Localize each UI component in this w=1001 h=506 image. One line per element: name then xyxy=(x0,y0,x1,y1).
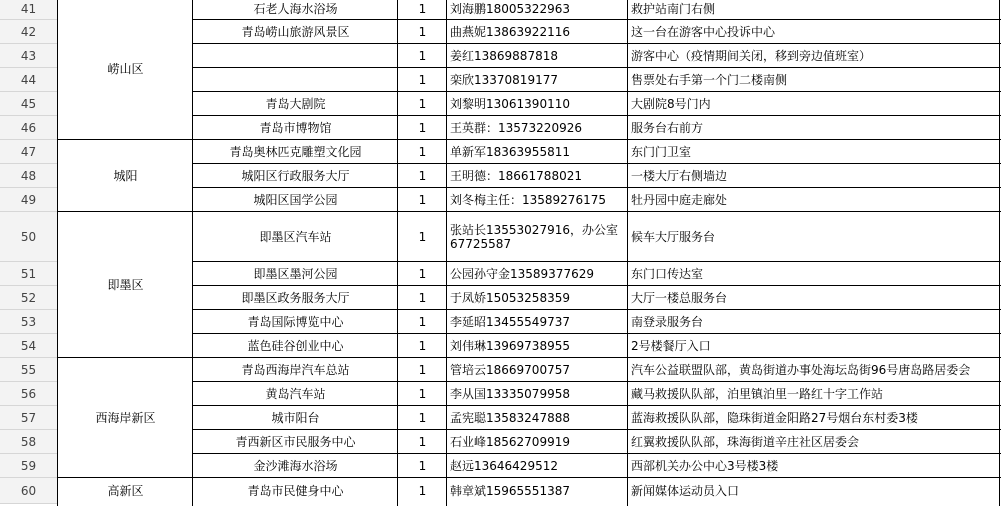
row-header[interactable]: 44 xyxy=(0,68,58,92)
venue-cell[interactable]: 青岛西海岸汽车总站 xyxy=(241,363,350,377)
row-header[interactable]: 60 xyxy=(0,478,58,504)
column-border xyxy=(192,0,193,506)
row-header[interactable]: 46 xyxy=(0,116,58,140)
count-cell[interactable]: 1 xyxy=(418,169,427,183)
column-border xyxy=(446,0,447,506)
venue-cell[interactable]: 即墨区政务服务大厅 xyxy=(241,291,350,305)
count-cell[interactable]: 1 xyxy=(418,411,427,425)
row-header[interactable]: 41 xyxy=(0,0,58,20)
row-header[interactable]: 45 xyxy=(0,92,58,116)
row-border xyxy=(192,115,1001,116)
venue-cell[interactable]: 青西新区市民服务中心 xyxy=(235,435,356,449)
location-cell[interactable]: 藏马救援队队部，泊里镇泊里一路红十字工作站 xyxy=(631,387,884,401)
venue-cell[interactable]: 黄岛汽车站 xyxy=(265,387,326,401)
district-cell[interactable]: 西海岸新区 xyxy=(95,411,156,425)
row-border xyxy=(192,91,1001,92)
row-border xyxy=(192,163,1001,164)
contact-cell[interactable]: 王明德：18661788021 xyxy=(450,169,582,183)
location-cell[interactable]: 东门口传达室 xyxy=(631,267,704,281)
location-cell[interactable]: 候车大厅服务台 xyxy=(631,230,716,244)
row-header[interactable]: 42 xyxy=(0,20,58,44)
location-cell[interactable]: 服务台右前方 xyxy=(631,121,704,135)
venue-cell[interactable]: 青岛大剧院 xyxy=(265,97,326,111)
row-header[interactable]: 48 xyxy=(0,164,58,188)
row-border xyxy=(192,453,1001,454)
location-cell[interactable]: 大厅一楼总服务台 xyxy=(631,291,728,305)
venue-cell[interactable]: 青岛国际博览中心 xyxy=(247,315,344,329)
location-cell[interactable]: 一楼大厅右侧墙边 xyxy=(631,169,728,183)
venue-cell[interactable]: 青岛奥林匹克雕塑文化园 xyxy=(229,145,362,159)
row-border xyxy=(192,405,1001,406)
count-cell[interactable]: 1 xyxy=(418,121,427,135)
contact-cell[interactable]: 管培云18669700757 xyxy=(450,363,570,377)
count-cell[interactable]: 1 xyxy=(418,2,427,16)
count-cell[interactable]: 1 xyxy=(418,484,427,498)
venue-cell[interactable]: 青岛市博物馆 xyxy=(259,121,332,135)
location-cell[interactable]: 南登录服务台 xyxy=(631,315,704,329)
district-cell[interactable]: 城阳 xyxy=(113,169,138,183)
row-header[interactable]: 51 xyxy=(0,262,58,286)
count-cell[interactable]: 1 xyxy=(418,387,427,401)
contact-cell[interactable]: 韩章斌15965551387 xyxy=(450,484,570,498)
contact-cell[interactable]: 曲燕妮13863922116 xyxy=(450,25,570,39)
row-header[interactable]: 56 xyxy=(0,382,58,406)
row-border xyxy=(57,477,1001,478)
venue-cell[interactable]: 金沙滩海水浴场 xyxy=(253,459,338,473)
contact-cell[interactable]: 李延昭13455549737 xyxy=(450,315,570,329)
count-cell[interactable]: 1 xyxy=(418,230,427,244)
contact-cell[interactable]: 栾欣13370819177 xyxy=(450,73,558,87)
row-border xyxy=(192,309,1001,310)
row-header[interactable]: 55 xyxy=(0,358,58,382)
count-cell[interactable]: 1 xyxy=(418,73,427,87)
contact-cell[interactable]: 赵远13646429512 xyxy=(450,459,558,473)
column-border xyxy=(397,0,398,506)
count-cell[interactable]: 1 xyxy=(418,25,427,39)
count-cell[interactable]: 1 xyxy=(418,459,427,473)
location-cell[interactable]: 蓝海救援队队部，隐珠街道金阳路27号烟台东村委3楼 xyxy=(631,411,918,425)
location-cell[interactable]: 这一台在游客中心投诉中心 xyxy=(631,25,776,39)
contact-cell[interactable]: 孟宪聪13583247888 xyxy=(450,411,570,425)
count-cell[interactable]: 1 xyxy=(418,435,427,449)
contact-cell[interactable]: 李从国13335079958 xyxy=(450,387,570,401)
contact-cell[interactable]: 公园孙守金13589377629 xyxy=(450,267,594,281)
row-border xyxy=(192,381,1001,382)
contact-cell[interactable]: 刘黎明13061390110 xyxy=(450,97,570,111)
venue-cell[interactable] xyxy=(193,68,398,92)
venue-cell[interactable]: 青岛市民健身中心 xyxy=(247,484,344,498)
contact-cell[interactable]: 刘冬梅主任：13589276175 xyxy=(450,193,606,207)
district-cell[interactable]: 高新区 xyxy=(107,484,144,498)
venue-cell[interactable]: 蓝色硅谷创业中心 xyxy=(247,339,344,353)
location-cell[interactable]: 大剧院8号门内 xyxy=(631,97,711,111)
column-border xyxy=(57,0,58,506)
row-header[interactable]: 49 xyxy=(0,188,58,212)
count-cell[interactable]: 1 xyxy=(418,97,427,111)
count-cell[interactable]: 1 xyxy=(418,49,427,63)
contact-cell[interactable]: 姜红13869887818 xyxy=(450,49,558,63)
row-border xyxy=(192,333,1001,334)
count-cell[interactable]: 1 xyxy=(418,291,427,305)
contact-cell[interactable]: 张站长13553027916，办公室67725587 xyxy=(450,223,618,251)
row-border xyxy=(57,357,1001,358)
venue-cell[interactable] xyxy=(193,44,398,68)
count-cell[interactable]: 1 xyxy=(418,363,427,377)
row-header[interactable]: 54 xyxy=(0,334,58,358)
location-cell[interactable]: 2号楼餐厅入口 xyxy=(631,339,711,353)
venue-cell[interactable]: 城阳区行政服务大厅 xyxy=(241,169,350,183)
row-header[interactable]: 53 xyxy=(0,310,58,334)
location-cell[interactable]: 红翼救援队队部，珠海街道辛庄社区居委会 xyxy=(631,435,860,449)
location-cell[interactable]: 汽车公益联盟队部，黄岛街道办事处海坛岛街96号唐岛路居委会 xyxy=(631,363,971,377)
contact-cell[interactable]: 石业峰18562709919 xyxy=(450,435,570,449)
venue-cell[interactable]: 石老人海水浴场 xyxy=(253,2,338,16)
row-header[interactable]: 47 xyxy=(0,140,58,164)
location-cell[interactable]: 新闻媒体运动员入口 xyxy=(631,484,740,498)
location-cell[interactable]: 东门门卫室 xyxy=(631,145,692,159)
venue-cell[interactable]: 青岛崂山旅游风景区 xyxy=(241,25,350,39)
row-header[interactable]: 43 xyxy=(0,44,58,68)
location-cell[interactable]: 游客中心（疫情期间关闭，移到旁边值班室） xyxy=(631,49,872,63)
count-cell[interactable]: 1 xyxy=(418,193,427,207)
row-border xyxy=(57,139,1001,140)
district-cell[interactable]: 即墨区 xyxy=(107,278,144,292)
row-border xyxy=(192,261,1001,262)
column-border xyxy=(999,0,1000,506)
row-border xyxy=(192,19,1001,20)
venue-cell[interactable]: 城阳区国学公园 xyxy=(253,193,338,207)
row-header[interactable]: 58 xyxy=(0,430,58,454)
row-border xyxy=(192,43,1001,44)
contact-cell[interactable]: 于凤娇15053258359 xyxy=(450,291,570,305)
row-border xyxy=(192,429,1001,430)
contact-cell[interactable]: 单新军18363955811 xyxy=(450,145,570,159)
location-cell[interactable]: 售票处右手第一个门二楼南侧 xyxy=(631,73,788,87)
column-border xyxy=(627,0,628,506)
location-cell[interactable]: 救护站南门右侧 xyxy=(631,2,716,16)
count-cell[interactable]: 1 xyxy=(418,315,427,329)
contact-cell[interactable]: 王英群：13573220926 xyxy=(450,121,582,135)
row-header[interactable]: 52 xyxy=(0,286,58,310)
venue-cell[interactable]: 即墨区墨河公园 xyxy=(253,267,338,281)
contact-cell[interactable]: 刘海鹏18005322963 xyxy=(450,2,570,16)
venue-cell[interactable]: 城市阳台 xyxy=(271,411,320,425)
row-border xyxy=(192,285,1001,286)
row-header[interactable]: 57 xyxy=(0,406,58,430)
contact-cell[interactable]: 刘伟琳13969738955 xyxy=(450,339,570,353)
row-header[interactable]: 50 xyxy=(0,212,58,262)
count-cell[interactable]: 1 xyxy=(418,145,427,159)
row-header[interactable]: 59 xyxy=(0,454,58,478)
count-cell[interactable]: 1 xyxy=(418,267,427,281)
count-cell[interactable]: 1 xyxy=(418,339,427,353)
location-cell[interactable]: 西部机关办公中心3号楼3楼 xyxy=(631,459,779,473)
district-cell[interactable]: 崂山区 xyxy=(107,62,144,76)
location-cell[interactable]: 牡丹园中庭走廊处 xyxy=(631,193,728,207)
venue-cell[interactable]: 即墨区汽车站 xyxy=(259,230,332,244)
row-border xyxy=(192,67,1001,68)
row-border xyxy=(57,211,1001,212)
row-border xyxy=(192,187,1001,188)
